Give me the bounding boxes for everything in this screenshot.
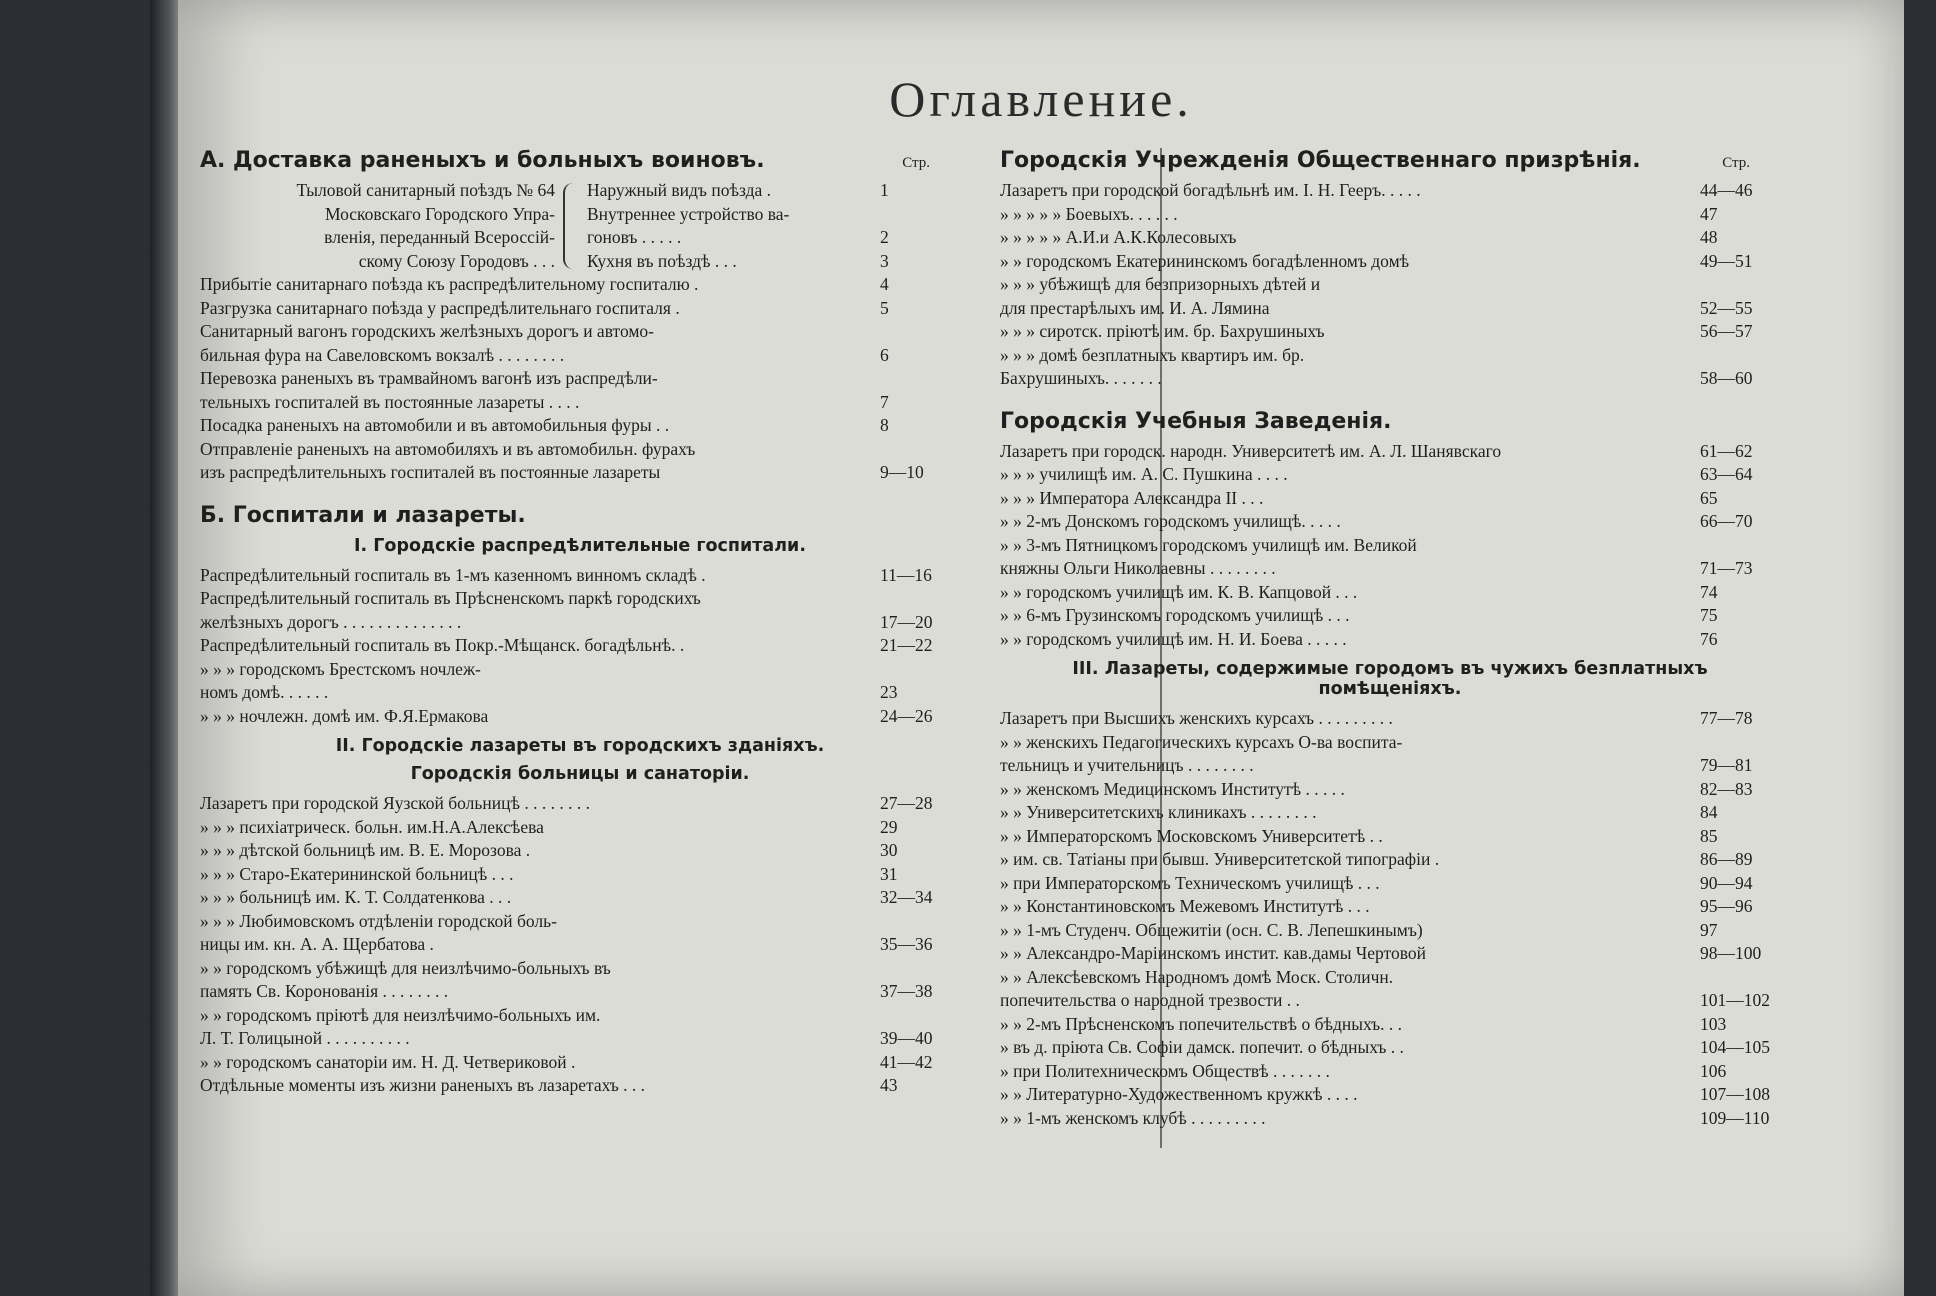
toc-entry-page: 109—110 bbox=[1700, 1107, 1770, 1128]
toc-entry bbox=[1000, 628, 1780, 652]
toc-entry-text: номъ домѣ. . . . . . bbox=[200, 682, 329, 702]
toc-entry bbox=[1000, 510, 1780, 534]
bracket-right-entry bbox=[587, 226, 960, 250]
toc-entry-text: » » » городскомъ Брестскомъ ночлеж- bbox=[200, 658, 481, 679]
toc-entry-page: 103 bbox=[1700, 1013, 1727, 1034]
toc-entry-text: Внутреннее устройство ва- bbox=[587, 203, 790, 224]
toc-entry-page: 4 bbox=[880, 274, 889, 294]
toc-entry bbox=[1000, 848, 1780, 872]
toc-entry-text: » » 2-мъ Донскомъ городскомъ училищѣ. . . . . bbox=[1000, 511, 1341, 531]
toc-entry bbox=[200, 1074, 960, 1098]
toc-entry-page: 17—20 bbox=[880, 611, 933, 632]
toc-entry-text: » » » Императора Александра II . . . bbox=[1000, 487, 1264, 508]
toc-entry-page: 9—10 bbox=[880, 462, 924, 482]
toc-entry-page: 63—64 bbox=[1700, 464, 1753, 484]
toc-entry-text: Распредѣлительный госпиталь въ Прѣсненскомъ паркѣ городскихъ bbox=[200, 588, 701, 608]
toc-entry bbox=[200, 1027, 960, 1051]
toc-entry bbox=[1000, 1036, 1780, 1060]
toc-entry bbox=[200, 816, 960, 840]
section-a-list bbox=[200, 273, 960, 485]
toc-entry bbox=[200, 367, 960, 391]
toc-entry-page: 37—38 bbox=[880, 981, 933, 1001]
toc-entry bbox=[1000, 895, 1780, 919]
toc-entry bbox=[1000, 273, 1780, 297]
toc-entry-text: » » » сиротск. прiютѣ им. бр. Бахрушиныхъ bbox=[1000, 321, 1325, 341]
toc-entry-page: 41—42 bbox=[880, 1051, 933, 1072]
toc-entry-text: бильная фура на Савеловскомъ вокзалѣ . . . . . . . . bbox=[200, 344, 565, 365]
toc-entry-text: » » Литературно-Художественномъ кружкѣ . . . . bbox=[1000, 1084, 1358, 1104]
toc-entry-page: 107—108 bbox=[1700, 1084, 1770, 1104]
toc-entry bbox=[1000, 344, 1780, 368]
toc-entry bbox=[200, 910, 960, 934]
toc-entry-page: 31 bbox=[880, 863, 898, 884]
toc-entry-page: 84 bbox=[1700, 802, 1718, 822]
toc-entry-page: 75 bbox=[1700, 605, 1718, 625]
toc-entry-page: 97 bbox=[1700, 919, 1718, 940]
toc-entry-text: попечительства о народной трезвости . . bbox=[1000, 990, 1300, 1010]
toc-entry-text: » » » » » А.И.и А.К.Колесовыхъ bbox=[1000, 227, 1237, 247]
toc-entry bbox=[1000, 440, 1780, 464]
toc-entry-page: 47 bbox=[1700, 203, 1718, 224]
toc-entry-page: 21—22 bbox=[880, 635, 933, 655]
toc-entry-page: 71—73 bbox=[1700, 558, 1753, 578]
toc-entry bbox=[200, 1051, 960, 1075]
section-2-list bbox=[1000, 440, 1780, 652]
toc-entry-text: Кухня въ поѣздѣ . . . bbox=[587, 250, 737, 271]
toc-entry-text: » » 2-мъ Прѣсненскомъ попечительствѣ о бѣдныхъ. . . bbox=[1000, 1013, 1403, 1034]
toc-entry bbox=[200, 438, 960, 462]
toc-entry bbox=[1000, 226, 1780, 250]
toc-entry-page: 61—62 bbox=[1700, 440, 1753, 461]
bracket-right-entry bbox=[587, 203, 960, 227]
toc-entry bbox=[1000, 250, 1780, 274]
toc-entry-page: 29 bbox=[880, 816, 898, 837]
toc-entry bbox=[200, 273, 960, 297]
toc-entry bbox=[200, 461, 960, 485]
section-b-title: Б. Госпитали и лазареты. bbox=[200, 502, 526, 528]
toc-entry bbox=[1000, 707, 1780, 731]
toc-entry-text: Бахрушиныхъ. . . . . . . bbox=[1000, 368, 1162, 388]
toc-entry-page: 49—51 bbox=[1700, 250, 1753, 271]
toc-entry bbox=[200, 957, 960, 981]
toc-entry-text: » » городскомъ санаторiи им. Н. Д. Четвериковой . bbox=[200, 1051, 576, 1072]
page-column-label: Стр. bbox=[902, 155, 930, 171]
toc-entry-page: 11—16 bbox=[880, 564, 932, 585]
toc-entry bbox=[200, 933, 960, 957]
toc-entry-page: 95—96 bbox=[1700, 896, 1753, 916]
toc-entry-text: » » » » » Боевыхъ. . . . . . bbox=[1000, 203, 1178, 224]
section-1-heading bbox=[1000, 148, 1780, 173]
toc-entry bbox=[200, 587, 960, 611]
toc-entry-text: Лазаретъ при городск. народн. Университетѣ им. А. Л. Шанявскаго bbox=[1000, 440, 1502, 461]
bracket-left-text bbox=[200, 179, 563, 273]
section-b-heading bbox=[200, 503, 960, 528]
toc-entry bbox=[1000, 604, 1780, 628]
toc-entry bbox=[1000, 872, 1780, 896]
toc-entry-text: Наружный видъ поѣзда . bbox=[587, 180, 771, 200]
toc-entry-page: 106 bbox=[1700, 1060, 1727, 1081]
toc-entry bbox=[1000, 534, 1780, 558]
toc-entry bbox=[1000, 487, 1780, 511]
toc-entry-text: княжны Ольги Николаевны . . . . . . . . bbox=[1000, 558, 1276, 578]
toc-entry-text: » въ д. прiюта Св. Софiи дамск. попечит. о бѣдныхъ . . bbox=[1000, 1037, 1404, 1057]
toc-entry-text: » » Университетскихъ клиникахъ . . . . . . . . bbox=[1000, 802, 1317, 822]
toc-entry bbox=[200, 297, 960, 321]
bracket-left-line: Тыловой санитарный поѣздъ № 64 bbox=[296, 180, 555, 200]
toc-entry-text: » » » Любимовскомъ отдѣленiи городской боль- bbox=[200, 910, 557, 931]
toc-entry-text: » » » больницѣ им. К. Т. Солдатенкова . . . bbox=[200, 887, 512, 907]
right-column bbox=[1000, 148, 1780, 1130]
subsection-iii-heading: III. Лазареты, содержимые городомъ въ чужихъ безплатныхъ помѣщенiяхъ. bbox=[1072, 659, 1708, 699]
bracket-right-entry bbox=[587, 250, 960, 274]
toc-entry-text: » » » убѣжищѣ для безпризорныхъ дѣтей и bbox=[1000, 274, 1321, 294]
toc-entry-page: 43 bbox=[880, 1075, 898, 1095]
bracket-left-line: Московскаго Городского Упра- bbox=[324, 203, 555, 224]
toc-entry-text: изъ распредѣлительныхъ госпиталей въ постоянные лазареты bbox=[200, 462, 661, 482]
toc-entry-text: » при Политехническомъ Обществѣ . . . . . . . bbox=[1000, 1060, 1330, 1081]
toc-entry-text: » » женскихъ Педагогическихъ курсахъ О-ва воспита- bbox=[1000, 731, 1403, 752]
toc-entry bbox=[200, 344, 960, 368]
toc-entry bbox=[1000, 1107, 1780, 1131]
toc-entry bbox=[1000, 731, 1780, 755]
toc-entry bbox=[1000, 557, 1780, 581]
toc-entry-text: » » » психiатрическ. больн. им.Н.А.Алексѣева bbox=[200, 816, 544, 837]
toc-entry bbox=[1000, 179, 1780, 203]
section-a-title: А. Доставка раненыхъ и больныхъ воиновъ. bbox=[200, 148, 765, 173]
bracket-right-list bbox=[587, 179, 960, 273]
toc-entry bbox=[200, 564, 960, 588]
toc-entry-text: » » » Старо-Екатерининской больницѣ . . . bbox=[200, 863, 514, 884]
toc-entry-text: » » Алексѣевскомъ Народномъ домѣ Моск. Столичн. bbox=[1000, 966, 1394, 987]
toc-entry bbox=[1000, 1083, 1780, 1107]
toc-entry-page: 79—81 bbox=[1700, 755, 1753, 775]
toc-entry bbox=[1000, 919, 1780, 943]
toc-entry-text: » » » ночлежн. домѣ им. Ф.Я.Ермакова bbox=[200, 705, 489, 726]
toc-entry-page: 86—89 bbox=[1700, 849, 1753, 869]
toc-entry-text: » » городскомъ прiютѣ для неизлѣчимо-больныхъ им. bbox=[200, 1004, 601, 1025]
section-2-heading bbox=[1000, 409, 1780, 434]
toc-entry-page: 35—36 bbox=[880, 934, 933, 954]
toc-entry-text: » » 3-мъ Пятницкомъ городскомъ училищѣ им. Великой bbox=[1000, 534, 1417, 555]
toc-entry-text: » » городскомъ училищѣ им. К. В. Капцовой . . . bbox=[1000, 581, 1358, 602]
toc-entry bbox=[1000, 801, 1780, 825]
toc-entry bbox=[200, 320, 960, 344]
toc-entry-page: 39—40 bbox=[880, 1028, 933, 1048]
toc-entry-text: Лазаретъ при городской Яузской больницѣ . . . . . . . . bbox=[200, 793, 590, 813]
section-2-title: Городскiя Учебныя Заведенiя. bbox=[1000, 408, 1392, 434]
toc-entry-text: » » » дѣтской больницѣ им. В. Е. Морозова . bbox=[200, 840, 531, 860]
page-column-label: Стр. bbox=[1722, 155, 1750, 171]
toc-entry bbox=[1000, 966, 1780, 990]
toc-entry bbox=[1000, 778, 1780, 802]
toc-entry-text: Прибытіе санитарнаго поѣзда къ распредѣлительному госпиталю . bbox=[200, 274, 699, 294]
toc-entry bbox=[200, 611, 960, 635]
toc-entry-text: тельницъ и учительницъ . . . . . . . . bbox=[1000, 755, 1254, 775]
toc-entry-page: 90—94 bbox=[1700, 872, 1753, 893]
toc-entry-page: 77—78 bbox=[1700, 708, 1753, 728]
toc-entry-text: Перевозка раненыхъ въ трамвайномъ вагонѣ изъ распредѣли- bbox=[200, 368, 658, 388]
toc-entry-text: Санитарный вагонъ городскихъ желѣзныхъ дорогъ и автомо- bbox=[200, 321, 655, 341]
toc-entry-text: Лазаретъ при Высшихъ женскихъ курсахъ . . . . . . . . . bbox=[1000, 708, 1393, 728]
section-1-list bbox=[1000, 179, 1780, 391]
toc-entry-text: тельныхъ госпиталей въ постоянные лазареты . . . . bbox=[200, 391, 580, 412]
toc-entry-page: 30 bbox=[880, 840, 898, 860]
toc-entry bbox=[1000, 320, 1780, 344]
subsection-ii-subheading: Городскiя больницы и санаторiи. bbox=[410, 764, 750, 784]
toc-entry bbox=[1000, 989, 1780, 1013]
toc-entry-page: 74 bbox=[1700, 581, 1718, 602]
toc-entry bbox=[1000, 942, 1780, 966]
toc-entry-page: 48 bbox=[1700, 227, 1718, 247]
toc-entry-page: 66—70 bbox=[1700, 511, 1753, 531]
toc-entry-page: 5 bbox=[880, 297, 889, 318]
toc-entry-page: 1 bbox=[880, 180, 889, 200]
toc-entry bbox=[200, 414, 960, 438]
toc-entry-text: для престарѣлыхъ им. И. А. Лямина bbox=[1000, 297, 1270, 318]
toc-entry-text: » » Константиновскомъ Межевомъ Институтѣ . . . bbox=[1000, 896, 1370, 916]
toc-entry-text: » » городскомъ Екатерининскомъ богадѣленномъ домѣ bbox=[1000, 250, 1410, 271]
toc-entry-page: 23 bbox=[880, 682, 898, 702]
toc-entry-page: 2 bbox=[880, 227, 889, 247]
toc-entry-page: 58—60 bbox=[1700, 368, 1753, 388]
toc-entry bbox=[1000, 581, 1780, 605]
toc-entry bbox=[200, 792, 960, 816]
section-a-heading bbox=[200, 148, 960, 173]
toc-entry bbox=[1000, 825, 1780, 849]
page-title: Оглавление. bbox=[889, 71, 1193, 127]
toc-entry bbox=[1000, 297, 1780, 321]
bracket-right-entry bbox=[587, 179, 960, 203]
toc-entry-page: 7 bbox=[880, 391, 889, 412]
toc-entry-page: 8 bbox=[880, 415, 889, 435]
subsection-i-list bbox=[200, 564, 960, 729]
toc-entry-text: » » 6-мъ Грузинскомъ городскомъ училищѣ . . . bbox=[1000, 605, 1350, 625]
toc-entry bbox=[200, 391, 960, 415]
subsection-iii-list bbox=[1000, 707, 1780, 1130]
toc-entry bbox=[200, 886, 960, 910]
train-bracket-entry bbox=[200, 179, 960, 273]
toc-entry-page: 104—105 bbox=[1700, 1037, 1770, 1057]
toc-entry-page: 24—26 bbox=[880, 705, 933, 726]
brace-icon bbox=[563, 183, 579, 269]
toc-entry bbox=[200, 634, 960, 658]
toc-entry-page: 44—46 bbox=[1700, 180, 1753, 200]
toc-entry bbox=[1000, 1060, 1780, 1084]
toc-entry-page: 52—55 bbox=[1700, 297, 1753, 318]
toc-entry-page: 101—102 bbox=[1700, 990, 1770, 1010]
toc-entry-text: память Св. Коронованiя . . . . . . . . bbox=[200, 981, 449, 1001]
toc-entry-text: » » » домѣ безплатныхъ квартиръ им. бр. bbox=[1000, 344, 1305, 365]
toc-entry-text: » при Императорскомъ Техническомъ училищѣ . . . bbox=[1000, 872, 1380, 893]
toc-entry bbox=[200, 839, 960, 863]
toc-entry-text: » » городскомъ убѣжищѣ для неизлѣчимо-больныхъ въ bbox=[200, 957, 611, 978]
toc-entry bbox=[1000, 463, 1780, 487]
toc-entry-text: Посадка раненыхъ на автомобили и въ автомобильныя фуры . . bbox=[200, 415, 670, 435]
toc-entry-page: 85 bbox=[1700, 825, 1718, 846]
toc-entry-page bbox=[880, 203, 960, 227]
toc-entry-text: Распредѣлительный госпиталь въ 1-мъ казенномъ винномъ складѣ . bbox=[200, 564, 706, 585]
bracket-left-line: скому Союзу Городовъ . . . bbox=[358, 250, 555, 271]
toc-entry-text: ницы им. кн. А. А. Щербатова . bbox=[200, 934, 434, 954]
toc-entry-page: 65 bbox=[1700, 487, 1718, 508]
toc-entry-text: » » » училищѣ им. А. С. Пушкина . . . . bbox=[1000, 464, 1288, 484]
toc-entry-text: » » 1-мъ Студенч. Общежитiи (осн. С. В. Лепешкинымъ) bbox=[1000, 919, 1423, 940]
toc-entry-page: 6 bbox=[880, 344, 889, 365]
subsection-ii-list bbox=[200, 792, 960, 1098]
toc-entry bbox=[1000, 367, 1780, 391]
toc-entry bbox=[200, 980, 960, 1004]
subsection-ii-heading: II. Городскiе лазареты въ городскихъ зданiяхъ. bbox=[335, 736, 825, 756]
toc-entry bbox=[200, 658, 960, 682]
toc-entry-text: » » городскомъ училищѣ им. Н. И. Боева . . . . . bbox=[1000, 628, 1347, 649]
toc-entry-page: 56—57 bbox=[1700, 321, 1753, 341]
toc-entry bbox=[200, 681, 960, 705]
toc-entry-text: Распредѣлительный госпиталь въ Покр.-Мѣщанск. богадѣльнѣ. . bbox=[200, 635, 685, 655]
toc-entry-text: желѣзныхъ дорогъ . . . . . . . . . . . . . . bbox=[200, 611, 462, 632]
toc-entry-text: Отдѣльные моменты изъ жизни раненыхъ въ лазаретахъ . . . bbox=[200, 1075, 646, 1095]
toc-entry-text: » » 1-мъ женскомъ клубѣ . . . . . . . . . bbox=[1000, 1107, 1266, 1128]
toc-entry-text: гоновъ . . . . . bbox=[587, 227, 682, 247]
toc-entry-page: 98—100 bbox=[1700, 943, 1762, 963]
toc-entry bbox=[1000, 203, 1780, 227]
toc-entry bbox=[1000, 754, 1780, 778]
toc-entry-text: Разгрузка санитарнаго поѣзда у распредѣлительнаго госпиталя . bbox=[200, 297, 680, 318]
toc-entry bbox=[200, 1004, 960, 1028]
toc-entry-text: » » Александро-Марiинскомъ инстит. кав.дамы Чертовой bbox=[1000, 943, 1426, 963]
subsection-i-heading: I. Городскiе распредѣлительные госпитали. bbox=[354, 535, 806, 556]
toc-entry bbox=[200, 863, 960, 887]
toc-entry-page: 32—34 bbox=[880, 887, 933, 907]
toc-entry-text: Лазаретъ при городской богадѣльнѣ им. I. Н. Гееръ. . . . . bbox=[1000, 180, 1421, 200]
toc-entry bbox=[200, 705, 960, 729]
toc-entry-text: Л. Т. Голицыной . . . . . . . . . . bbox=[200, 1028, 410, 1048]
toc-entry-text: Отправленіе раненыхъ на автомобиляхъ и въ автомобильн. фурахъ bbox=[200, 438, 696, 459]
section-1-title: Городскiя Учрежденiя Общественнаго призрѣнiя. bbox=[1000, 148, 1641, 173]
left-column bbox=[200, 148, 960, 1098]
toc-entry-page: 82—83 bbox=[1700, 778, 1753, 799]
toc-entry-page: 27—28 bbox=[880, 793, 933, 813]
bracket-left-line: вленія, переданный Всероссiй- bbox=[324, 227, 555, 247]
toc-entry-page: 76 bbox=[1700, 628, 1718, 649]
toc-entry-text: » им. св. Татiаны при бывш. Университетской типографiи . bbox=[1000, 849, 1440, 869]
toc-entry-text: » » женскомъ Медицинскомъ Институтѣ . . . . . bbox=[1000, 778, 1345, 799]
toc-entry-page: 3 bbox=[880, 250, 889, 271]
toc-entry bbox=[1000, 1013, 1780, 1037]
toc-entry-text: » » Императорскомъ Московскомъ Университетѣ . . bbox=[1000, 825, 1383, 846]
